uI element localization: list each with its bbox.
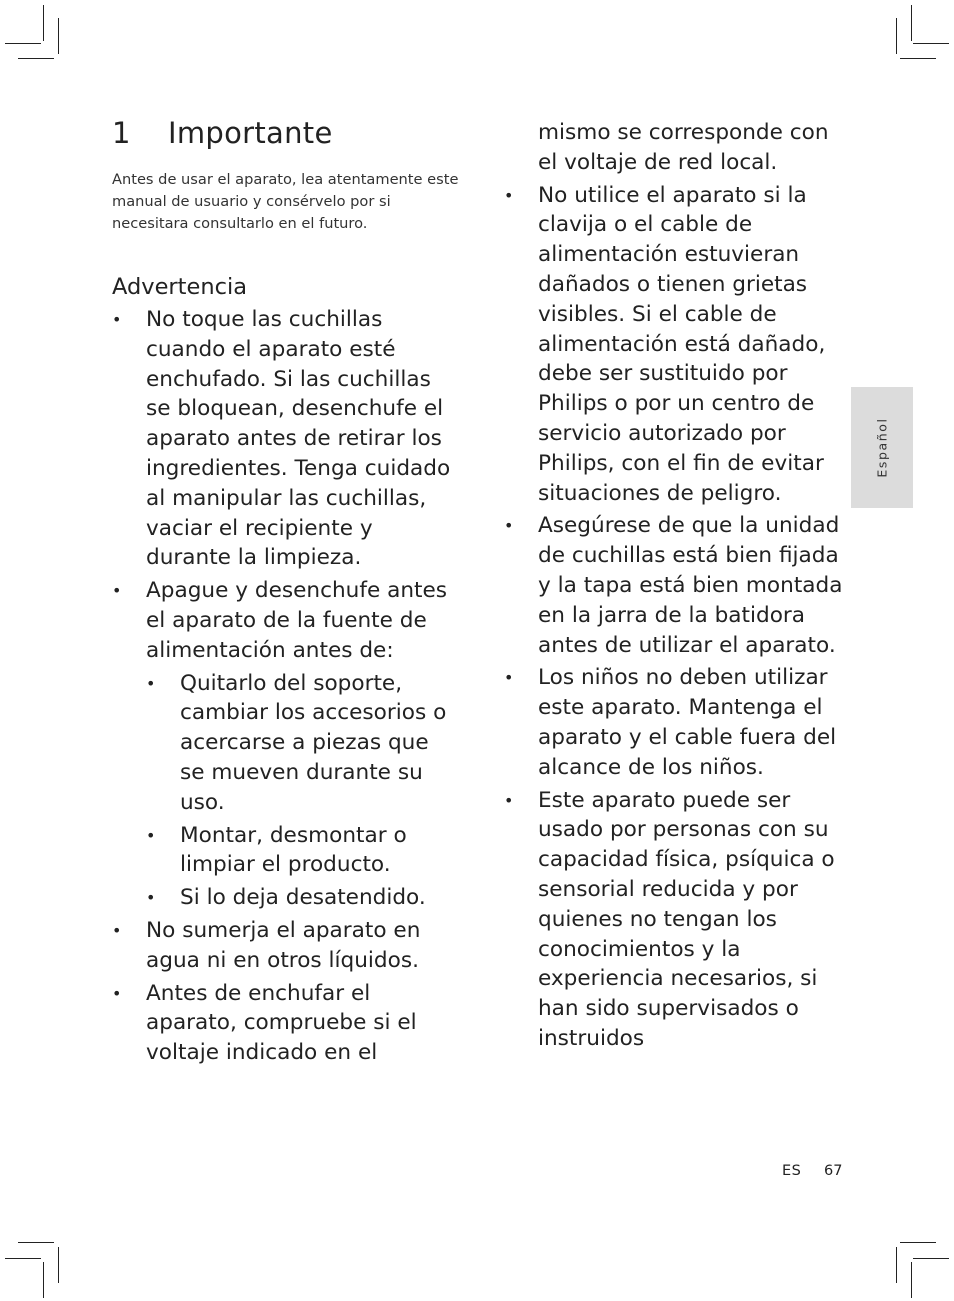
list-item-text: Los niños no deben utilizar este aparato. Mantenga el aparato y el cable fuera del alcance de los niños. bbox=[538, 665, 837, 780]
crop-mark bbox=[911, 1262, 912, 1298]
list-item bbox=[112, 979, 452, 1068]
list-item-text: Apague y desenchufe antes el aparato de la fuente de alimentación antes de: bbox=[146, 578, 448, 663]
intro-paragraph: Antes de usar el aparato, lea atentamente este manual de usuario y consérvelo por si necesitara consultarlo en el futuro. bbox=[112, 171, 459, 232]
sub-list-item-text: Montar, desmontar o limpiar el producto. bbox=[180, 822, 407, 878]
crop-mark bbox=[900, 1242, 936, 1243]
bullet: • bbox=[112, 581, 122, 601]
crop-mark bbox=[43, 1262, 44, 1298]
list-item-text: Este aparato puede ser usado por personas con su capacidad física, psíquica o sensorial reducida y por quienes no tengan los conocimientos y la experiencia necesarios, si han sido supervisados o instruidos bbox=[538, 787, 835, 1051]
crop-mark bbox=[58, 18, 59, 54]
list-item-text: No sumerja el aparato en agua ni en otros líquidos. bbox=[146, 917, 421, 973]
section-number: 1 bbox=[112, 116, 131, 150]
crop-mark bbox=[900, 58, 936, 59]
list-item bbox=[504, 786, 849, 1054]
list-item bbox=[504, 663, 849, 782]
bullet: • bbox=[112, 983, 122, 1003]
bullet: • bbox=[504, 790, 514, 810]
list-item bbox=[112, 305, 452, 573]
crop-mark bbox=[43, 5, 44, 41]
section-title-text: Importante bbox=[168, 116, 333, 150]
warning-list-continued bbox=[504, 181, 849, 1054]
sub-list-item-text: Si lo deja desatendido. bbox=[180, 885, 426, 911]
bullet: • bbox=[504, 668, 514, 688]
crop-mark bbox=[911, 5, 912, 41]
sub-list bbox=[146, 669, 452, 913]
crop-mark bbox=[5, 1258, 41, 1259]
warning-heading: Advertencia bbox=[112, 274, 248, 300]
list-item bbox=[112, 916, 452, 976]
sub-list-item bbox=[146, 883, 452, 913]
list-item bbox=[504, 181, 849, 509]
crop-mark bbox=[913, 43, 949, 44]
bullet: • bbox=[146, 888, 156, 908]
bullet: • bbox=[112, 310, 122, 329]
crop-mark bbox=[58, 1247, 59, 1283]
crop-mark bbox=[896, 18, 897, 54]
bullet: • bbox=[504, 516, 514, 536]
bullet: • bbox=[146, 825, 156, 845]
sub-list-item bbox=[146, 821, 452, 881]
page-number: 67 bbox=[824, 1163, 843, 1179]
sub-list-item bbox=[146, 669, 452, 818]
sub-list-item-text: Quitarlo del soporte, cambiar los accesorios o acercarse a piezas que se mueven durante su uso. bbox=[180, 670, 447, 815]
left-column bbox=[112, 272, 452, 1071]
warning-list bbox=[112, 305, 452, 1068]
right-column bbox=[504, 118, 849, 1057]
language-tab bbox=[851, 387, 913, 508]
bullet: • bbox=[146, 673, 156, 693]
crop-mark bbox=[5, 43, 41, 44]
list-item-text: No utilice el aparato si la clavija o el cable de alimentación estuvieran dañados o tienen grietas visibles. Si el cable de alimentación está dañado, debe ser sustituido por Philips o por un centro de servicio autorizado por Philips, con el fin de evitar situaciones de peligro. bbox=[538, 182, 826, 506]
crop-mark bbox=[896, 1247, 897, 1283]
list-item bbox=[112, 576, 452, 913]
crop-mark bbox=[18, 1242, 54, 1243]
language-tab-label: Español bbox=[874, 417, 890, 478]
bullet: • bbox=[504, 185, 514, 205]
section-title bbox=[112, 116, 333, 150]
crop-mark bbox=[913, 1258, 949, 1259]
footer-language-code: ES bbox=[782, 1163, 802, 1179]
continued-text: mismo se corresponde con el voltaje de red local. bbox=[538, 120, 829, 175]
list-item bbox=[504, 511, 849, 660]
list-item-text: Asegúrese de que la unidad de cuchillas está bien fijada y la tapa está bien montada en la jarra de la batidora antes de utilizar el aparato. bbox=[538, 513, 843, 658]
bullet: • bbox=[112, 920, 122, 940]
list-item-text: Antes de enchufar el aparato, compruebe si el voltaje indicado en el bbox=[146, 980, 417, 1066]
list-item-text: No toque las cuchillas cuando el aparato esté enchufado. Si las cuchillas se bloquean, desenchufe el aparato antes de retirar los ingredientes. Tenga cuidado al manipular las cuchillas, vaciar el recipiente y durante la limpieza. bbox=[146, 307, 451, 571]
crop-mark bbox=[18, 58, 54, 59]
